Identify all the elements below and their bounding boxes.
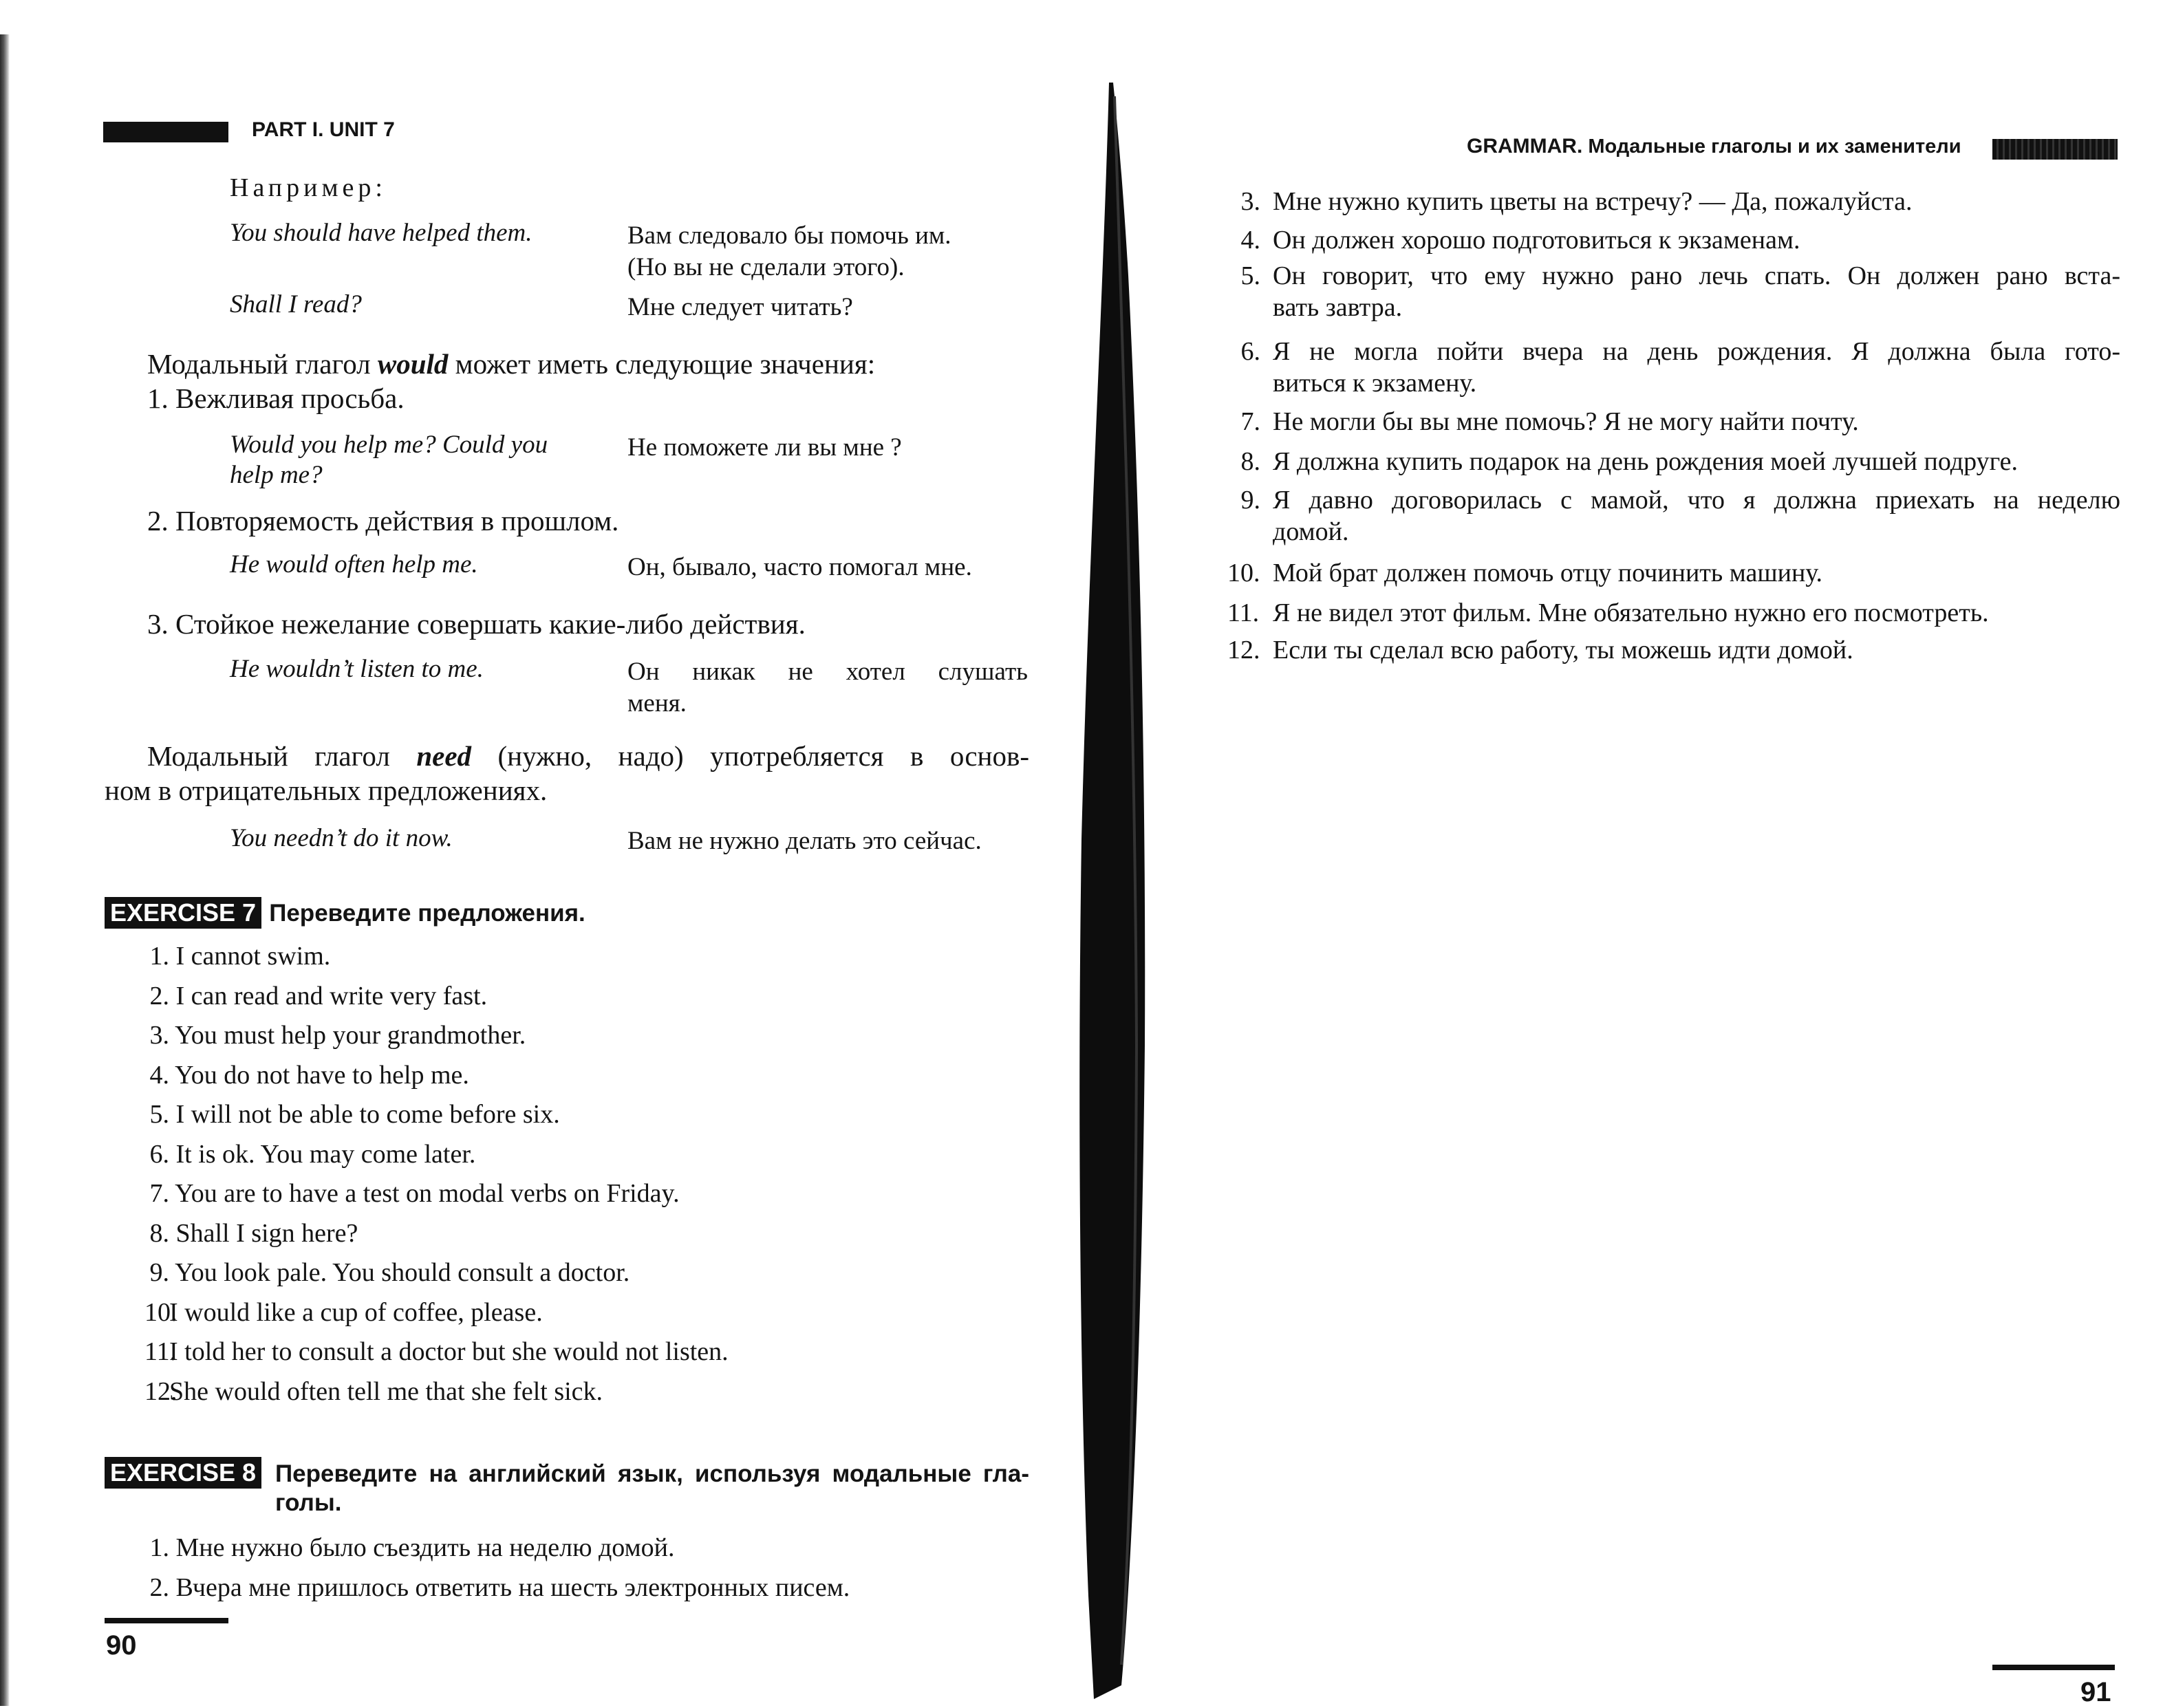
need-intro-line2: ном в отрицательных предложениях.	[105, 775, 548, 806]
example-en: help me?	[230, 461, 323, 489]
item-number: 7.	[149, 1179, 169, 1208]
meaning-number: 3.	[147, 608, 169, 640]
need-intro-text: Модальный глагол	[147, 740, 417, 772]
exercise-7-header	[105, 897, 585, 929]
exercise-title: Переведите предложения.	[269, 900, 585, 927]
meaning-text: Стойкое нежелание совершать какие-либо действия.	[175, 608, 806, 640]
exercise-title: голы.	[275, 1489, 342, 1516]
item-number: 8.	[1240, 447, 1260, 476]
example-ru: Мне следует читать?	[627, 293, 853, 321]
exercise-badge: EXERCISE 7	[105, 897, 261, 929]
example-en: He wouldn’t listen to me.	[230, 655, 484, 683]
scan-edge-shadow	[0, 34, 10, 1706]
example-ru: Вам следовало бы помочь им.	[627, 221, 951, 250]
item-number: 1.	[149, 1533, 169, 1562]
list-item	[144, 1099, 729, 1139]
item-number: 5.	[1240, 261, 1260, 290]
meaning-number: 2.	[147, 505, 169, 537]
item-text: You look pale. You should consult a doctor.	[175, 1258, 630, 1287]
need-intro-text: (нужно, надо) употребляется в основ-	[471, 740, 1030, 772]
item-text: Я не могла пойти вчера на день рождения. Я должна была гото-	[1273, 337, 2120, 366]
example-ru: Вам не нужно делать это сейчас.	[627, 827, 982, 855]
list-item	[144, 1572, 850, 1612]
list-item	[144, 1060, 729, 1100]
example-en: He would often help me.	[230, 550, 478, 579]
item-text: Мне нужно было съездить на неделю домой.	[175, 1533, 675, 1562]
item-text: Мне нужно купить цветы на встречу? — Да, пожалуйста.	[1273, 187, 1913, 216]
item-number: 9.	[149, 1258, 169, 1287]
item-text: I would like a cup of coffee, please.	[169, 1297, 543, 1327]
exercise-8-list	[144, 1533, 850, 1612]
item-text: Я должна купить подарок на день рождения моей лучшей подруге.	[1273, 447, 2019, 476]
would-intro-text: Модальный глагол	[147, 348, 378, 380]
item-text: Вчера мне пришлось ответить на шесть электронных писем.	[175, 1573, 850, 1602]
item-number: 3.	[149, 1021, 169, 1050]
list-item	[144, 941, 729, 981]
item-text: Он говорит, что ему нужно рано лечь спать. Он должен рано вста-	[1273, 261, 2120, 290]
item-number: 12.	[1227, 636, 1260, 664]
list-item	[144, 1257, 729, 1297]
would-keyword: would	[377, 348, 449, 380]
item-text: Я давно договорилась с мамой, что я должна приехать на неделю	[1273, 486, 2120, 515]
list-item	[144, 1376, 729, 1416]
item-text: You do not have to help me.	[175, 1060, 469, 1090]
example-ru-note: (Но вы не сделали этого).	[627, 253, 905, 281]
item-text: She would often tell me that she felt sick.	[169, 1376, 603, 1406]
running-head	[1467, 135, 1961, 158]
item-text: I told her to consult a doctor but she would not listen.	[169, 1337, 729, 1366]
list-item	[144, 1218, 729, 1258]
running-head-text: Модальные глаголы и их заменители	[1582, 136, 1961, 158]
item-number: 10.	[1227, 559, 1260, 587]
example-en: You should have helped them.	[230, 219, 532, 247]
item-number: 2.	[149, 1573, 169, 1602]
item-number: 6.	[149, 1139, 169, 1169]
item-text: Я не видел этот фильм. Мне обязательно нужно его посмотреть.	[1273, 598, 1989, 627]
item-number: 2.	[149, 981, 169, 1010]
item-number: 6.	[1240, 337, 1260, 366]
exercise-7-list	[144, 941, 729, 1416]
item-text: I cannot swim.	[175, 942, 331, 971]
item-text: I will not be able to come before six.	[175, 1100, 560, 1129]
running-head-bold: GRAMMAR.	[1467, 135, 1583, 158]
item-number: 1.	[149, 942, 169, 971]
item-number: 4.	[1240, 226, 1260, 255]
item-number: 7.	[1240, 407, 1260, 436]
example-ru: Он, бывало, часто помогал мне.	[627, 553, 972, 581]
meaning-text: Повторяемость действия в прошлом.	[175, 505, 619, 537]
book-spine-shadow	[1073, 83, 1163, 1699]
item-text: Если ты сделал всю работу, ты можешь идти домой.	[1273, 636, 1853, 664]
item-text: It is ok. You may come later.	[175, 1139, 476, 1169]
example-en: You needn’t do it now.	[230, 824, 453, 852]
page-number: 91	[2080, 1677, 2111, 1707]
meaning-text: Вежливая просьба.	[175, 382, 405, 414]
list-item	[144, 1337, 729, 1376]
item-number: 3.	[1240, 187, 1260, 216]
example-label: Например:	[230, 173, 387, 202]
item-text: Не могли бы вы мне помочь? Я не могу найти почту.	[1273, 407, 1859, 436]
item-number: 11.	[144, 1337, 177, 1366]
item-number: 11.	[1227, 598, 1260, 627]
need-keyword: need	[416, 740, 472, 772]
exercise-8-continued-list	[1227, 186, 2120, 681]
meaning-number: 1.	[147, 382, 169, 414]
item-text-continued: виться к экзамену.	[1273, 369, 1477, 398]
list-item	[144, 1533, 850, 1572]
item-number: 9.	[1240, 486, 1260, 515]
item-text: I can read and write very fast.	[175, 981, 488, 1010]
item-text: You are to have a test on modal verbs on Friday.	[175, 1179, 680, 1208]
item-number: 12.	[144, 1376, 177, 1406]
page-number: 90	[106, 1630, 137, 1661]
list-item	[144, 1139, 729, 1179]
list-item	[144, 1297, 729, 1337]
item-number: 10.	[144, 1297, 177, 1327]
would-intro	[147, 348, 875, 380]
exercise-title: Переведите на английский язык, используя модальные гла-	[275, 1460, 1029, 1487]
example-ru: Он никак не хотел слушать	[627, 658, 1028, 686]
item-number: 8.	[149, 1218, 169, 1248]
exercise-8-header	[105, 1457, 261, 1489]
example-en: Shall I read?	[230, 290, 362, 318]
meaning-heading	[147, 608, 806, 640]
list-item	[144, 981, 729, 1021]
running-head-bar	[1992, 139, 2118, 160]
item-text: Мой брат должен помочь отцу починить машину.	[1273, 559, 1823, 587]
running-head: PART I. UNIT 7	[252, 118, 395, 141]
footer-rule	[1992, 1665, 2115, 1670]
list-item	[144, 1020, 729, 1060]
item-text: You must help your grandmother.	[175, 1021, 526, 1050]
item-text-continued: домой.	[1273, 517, 1349, 546]
item-text-continued: вать завтра.	[1273, 293, 1403, 322]
need-intro	[147, 740, 1029, 772]
would-intro-text: может иметь следующие значения:	[448, 348, 876, 380]
item-text: Он должен хорошо подготовиться к экзаменам.	[1273, 226, 1800, 255]
exercise-badge: EXERCISE 8	[105, 1457, 261, 1489]
example-ru: меня.	[627, 689, 687, 717]
item-number: 5.	[149, 1100, 169, 1129]
example-en: Would you help me? Could you	[230, 431, 548, 459]
running-head-bar	[103, 122, 228, 142]
item-text: Shall I sign here?	[175, 1218, 358, 1248]
footer-rule	[105, 1618, 228, 1623]
example-ru: Не поможете ли вы мне ?	[627, 433, 902, 462]
meaning-heading	[147, 382, 405, 414]
item-number: 4.	[149, 1060, 169, 1090]
meaning-heading	[147, 505, 618, 537]
list-item	[144, 1178, 729, 1218]
